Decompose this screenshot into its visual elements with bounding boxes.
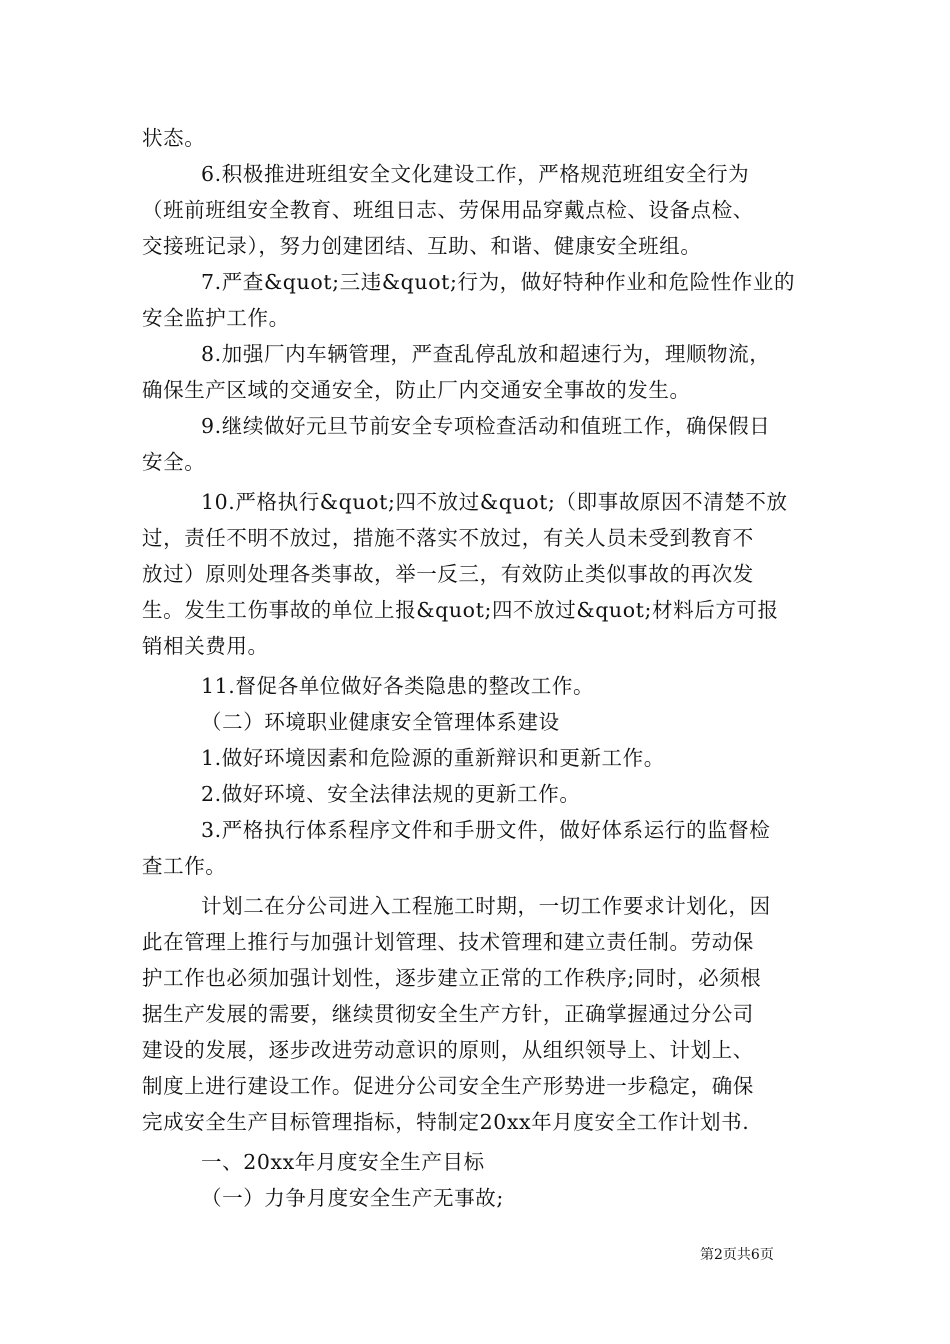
text-line: 1.做好环境因素和危险源的重新辩识和更新工作。: [201, 746, 665, 770]
text-line: （班前班组安全教育、班组日志、劳保用品穿戴点检、设备点检、: [142, 198, 754, 222]
text-line: 10.严格执行&quot;四不放过&quot;（即事故原因不清楚不放: [201, 490, 788, 514]
text-line: 制度上进行建设工作。促进分公司安全生产形势进一步稳定，确保: [142, 1074, 754, 1098]
text-line: 交接班记录），努力创建团结、互助、和谐、健康安全班组。: [142, 234, 702, 258]
text-line: 过，责任不明不放过，措施不落实不放过，有关人员未受到教育不: [142, 526, 754, 550]
section-heading: （二）环境职业健康安全管理体系建设: [201, 710, 560, 734]
text-line: 计划二在分公司进入工程施工时期，一切工作要求计划化，因: [201, 894, 771, 918]
text-line: 7.严查&quot;三违&quot;行为，做好特种作业和危险性作业的: [201, 270, 796, 294]
text-line: 安全监护工作。: [142, 306, 290, 330]
text-line: 完成安全生产目标管理指标，特制定20xx年月度安全工作计划书.: [142, 1110, 750, 1134]
text-line: 据生产发展的需要，继续贯彻安全生产方针，正确掌握通过分公司: [142, 1002, 754, 1026]
text-line: 状态。: [142, 126, 206, 150]
page-number: 第2页共6页: [700, 1247, 774, 1263]
text-line: （一）力争月度安全生产无事故;: [201, 1186, 504, 1210]
text-line: 销相关费用。: [142, 634, 269, 658]
text-line: 放过）原则处理各类事故，举一反三，有效防止类似事故的再次发: [142, 562, 754, 586]
text-line: 生。发生工伤事故的单位上报&quot;四不放过&quot;材料后方可报: [142, 598, 779, 622]
text-line: 建设的发展，逐步改进劳动意识的原则，从组织领导上、计划上、: [142, 1038, 754, 1062]
text-line: 9.继续做好元旦节前安全专项检查活动和值班工作，确保假日: [201, 414, 771, 438]
text-line: 确保生产区域的交通安全，防止厂内交通安全事故的发生。: [142, 378, 691, 402]
text-line: 护工作也必须加强计划性，逐步建立正常的工作秩序;同时，必须根: [142, 966, 762, 990]
text-line: 此在管理上推行与加强计划管理、技术管理和建立责任制。劳动保: [142, 930, 754, 954]
text-line: 2.做好环境、安全法律法规的更新工作。: [201, 782, 581, 806]
text-line: 3.严格执行体系程序文件和手册文件，做好体系运行的监督检: [201, 818, 771, 842]
text-line: 8.加强厂内车辆管理，严查乱停乱放和超速行为，理顺物流，: [201, 342, 771, 366]
section-heading: 一、20xx年月度安全生产目标: [201, 1150, 485, 1174]
text-line: 11.督促各单位做好各类隐患的整改工作。: [201, 674, 595, 698]
text-line: 查工作。: [142, 854, 227, 878]
text-line: 安全。: [142, 450, 206, 474]
text-line: 6.积极推进班组安全文化建设工作，严格规范班组安全行为: [201, 162, 750, 186]
